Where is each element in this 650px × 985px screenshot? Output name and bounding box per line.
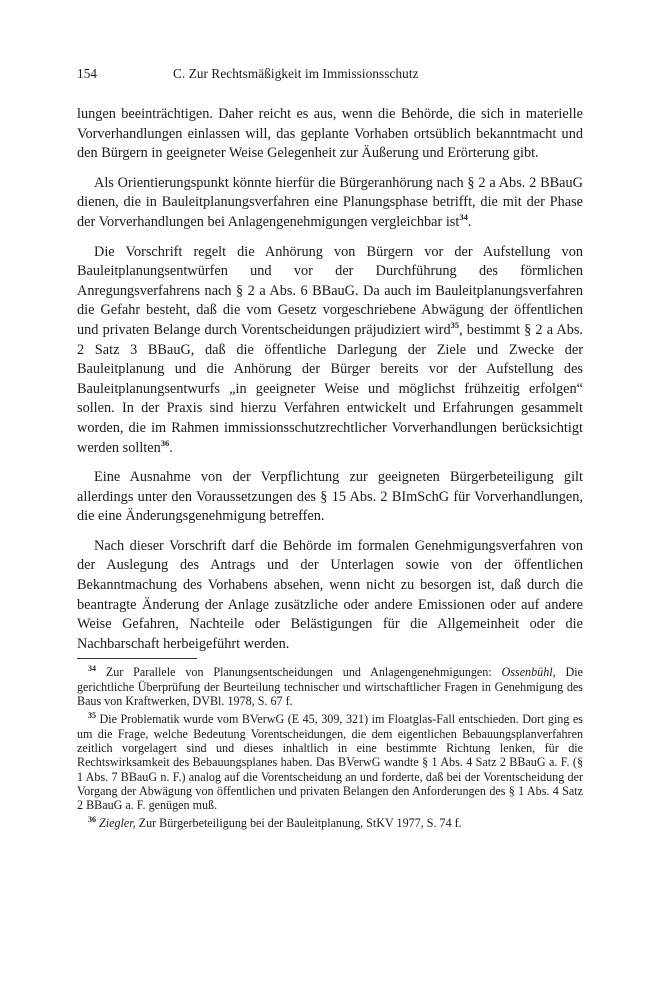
footnotes [77,665,583,830]
footnote-35: $^{35}$ Die Problematik wurde vom BVerwG (E 45, 309, 321) im Floatglas-Fall entschieden. Dort ging es um die Frage, welche Bedeutung Vorentscheidungen, die dem eigentlichen Bebauungsplanverfahren zeitlich vorgelagert sind und dieses inhaltlich in eine bestimmte Richtung lenken, für die Rechtswirksamkeit des Bebauungsplanes haben. Das BVerwG wandte § 1 Abs. 4 Satz 2 BBauG a. F. (§ 1 Abs. 7 BBauG n. F.) analog auf die Vorentscheidung an und forderte, daß bei der Vorentscheidung der Vorgang der Abwägung von öffentlichen und privaten Belangen den Anforderungen des § 1 Abs. 4 Satz 2 BBauG a. F. genügen muß. [77,711,583,813]
footnote-ref[interactable]: 36 [160,437,170,448]
footnote-author: Ziegler, [99,816,136,831]
footnote-number: 34 [88,664,96,674]
paragraph: Als Orientierungspunkt könnte hierfür die Bürgeranhörung nach § 2 a Abs. 2 BBauG dienen, die in Bauleitplanungsverfahren eine Planungsphase betrifft, die mit der Phase der Vorverhandlungen bei Anlagengenehmigungen vergleichbar ist$^{34}$. [77,174,583,230]
paragraph: Eine Ausnahme von der Verpflichtung zur geeigneten Bürgerbeteiligung gilt allerdings unter den Voraussetzungen des § 15 Abs. 2 BImSchG für Vorverhandlungen, die eine Änderungsgenehmigung betreffen. [77,469,583,525]
footnote-number: 35 [88,711,96,721]
footnote-34: $^{34}$ Zur Parallele von Planungsentscheidungen und Anlagengenehmigungen: Ossenbühl, Die gerichtliche Überprüfung der Beurteilung technischer und wirtschaftlicher Fragen in Genehmigung des Baus von Kraftwerken, DVBl. 1978, S. 67 f. [77,664,583,709]
running-head: C. Zur Rechtsmäßigkeit im Immissionsschutz [173,66,419,81]
footnote-36: $^{36}$ Ziegler, Zur Bürgerbeteiligung bei der Bauleitplanung, StKV 1977, S. 74 f. [88,815,462,831]
footnote-divider [77,658,197,659]
book-page [77,66,583,835]
paragraph: Die Vorschrift regelt die Anhörung von Bürgern vor der Aufstellung von Bauleitplanungsentwürfen und vor der Durchführung des förmlichen Anregungsverfahrens nach § 2 a Abs. 6 BBauG. Da auch im Bauleitplanungsverfahren die Gefahr besteht, daß die vom Gesetz vorgeschriebene Abwägung der öffentlichen und privaten Belange durch Vorentscheidungen präjudiziert wird$^{35}$, bestimmt § 2 a Abs. 2 Satz 3 BBauG, daß die öffentliche Darlegung der Ziele und Zwecke der Bauleitplanung und die Anhörung der Bürger bereits vor der Aufstellung des Bauleitplanungsentwurfs „in geeigneter Weise und möglichst frühzeitig erfolgen“ sollen. In der Praxis sind hierzu Verfahren entwickelt und Erfahrungen gesammelt worden, die im Rahmen immissionsschutzrechtlicher Vorverhandlungen berücksichtigt werden sollten$^{36}$. [77,243,583,456]
footnote-ref[interactable]: 35 [450,320,460,331]
footnote-author: Ossenbühl, [501,665,556,680]
footnote-ref[interactable]: 34 [459,212,468,223]
page-header [77,66,583,86]
paragraph: Nach dieser Vorschrift darf die Behörde im formalen Genehmigungsverfahren von der Auslegung des Antrags und der Unterlagen sowie von der öffentlichen Bekanntmachung des Vorhabens absehen, wenn nicht zu besorgen ist, daß durch die beantragte Änderung der Anlage zusätzliche oder andere Emissionen oder auf andere Weise Gefahren, Nachteile oder Belästigungen für die Allgemeinheit oder die Nachbarschaft herbeigeführt werden. [77,537,583,652]
page-number: 154 [77,66,98,81]
paragraph: lungen beeinträchtigen. Daher reicht es aus, wenn die Behörde, die sich in materielle Vorverhandlungen einlassen will, das geplante Vorhaben ortsüblich bekanntmacht und den Bürgern in geeigneter Weise Gelegenheit zur Äußerung und Erörterung gibt. [77,106,583,162]
footnote-number: 36 [88,815,96,825]
body-text [77,105,583,654]
